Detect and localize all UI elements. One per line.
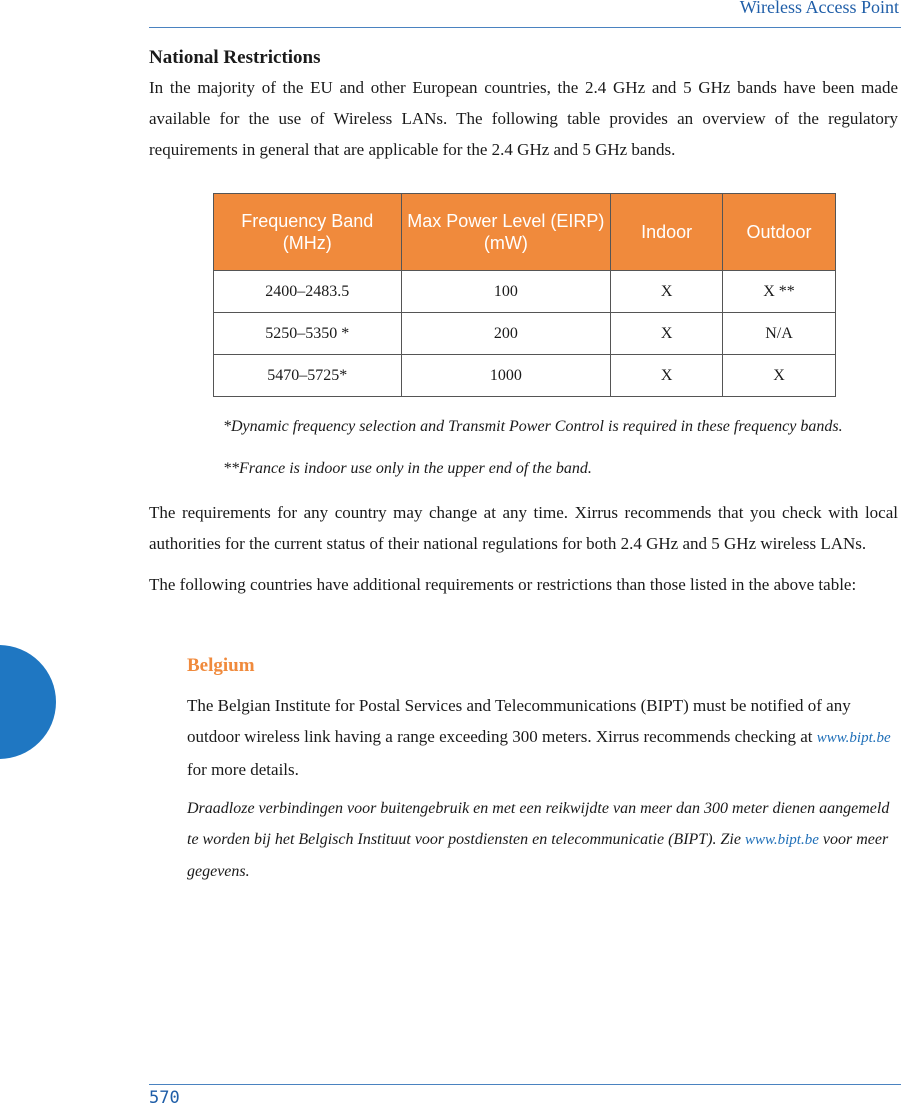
intro-paragraph: In the majority of the EU and other European countries, the 2.4 GHz and 5 GHz bands have been made available for the use of Wireless LANs. The following table provides an overview of the regulatory requirements in general that are applicable for the 2.4 GHz and 5 GHz bands. — [149, 78, 898, 159]
countries-paragraph: The following countries have additional requirements or restrictions than those listed in the above table: — [149, 575, 857, 594]
table-header-row — [214, 194, 836, 271]
belgium-body-text-end: for more details. — [187, 760, 299, 779]
cell-power: 100 — [401, 271, 611, 313]
header-rule — [149, 27, 901, 28]
dutch-body-text: Draadloze verbindingen voor buitengebruik en met een reikwijdte van meer dan 300 meter dienen aangemeld te worden bij het Belgisch Instituut voor postdiensten en telecommunicatie (BIPT). Zie — [187, 800, 890, 848]
country-section-belgium — [187, 652, 898, 887]
table-row — [214, 355, 836, 397]
belgium-dutch-body — [187, 793, 898, 887]
table-row — [214, 271, 836, 313]
country-heading: Belgium — [187, 655, 255, 676]
cell-indoor: X — [611, 313, 723, 355]
header-outdoor: Outdoor — [723, 194, 836, 271]
belgium-body — [187, 690, 898, 785]
header-frequency-band: Frequency Band (MHz) — [214, 194, 402, 271]
requirements-paragraph: The requirements for any country may change at any time. Xirrus recommends that you check with local authorities for the current status of their national regulations for both 2.4 GHz and 5 GHz wireless LANs. — [149, 503, 898, 553]
running-header: Wireless Access Point — [739, 0, 899, 17]
cell-frequency: 5250–5350 * — [214, 313, 402, 355]
cell-power: 1000 — [401, 355, 611, 397]
bipt-link-dutch[interactable]: www.bipt.be — [744, 832, 819, 848]
dutch-body-text-end: voor meer gegevens. — [187, 831, 889, 880]
cell-indoor: X — [611, 355, 723, 397]
regulatory-table — [213, 193, 836, 397]
footnote-dfs: *Dynamic frequency selection and Transmit Power Control is required in these frequency bands. — [223, 418, 843, 435]
belgium-body-text: The Belgian Institute for Postal Services and Telecommunications (BIPT) must be notified of any outdoor wireless link having a range exceeding 300 meters. Xirrus recommends checking at — [187, 696, 851, 746]
cell-outdoor: X ** — [723, 271, 836, 313]
chapter-tab-marker — [0, 645, 56, 759]
page-content — [149, 44, 898, 887]
table-row — [214, 313, 836, 355]
footer-rule — [149, 1084, 901, 1085]
cell-indoor: X — [611, 271, 723, 313]
bipt-link[interactable]: www.bipt.be — [816, 730, 891, 746]
cell-frequency: 2400–2483.5 — [214, 271, 402, 313]
cell-outdoor: N/A — [723, 313, 836, 355]
header-max-power: Max Power Level (EIRP) (mW) — [401, 194, 611, 271]
section-heading: National Restrictions — [149, 47, 321, 68]
header-indoor: Indoor — [611, 194, 723, 271]
cell-outdoor: X — [723, 355, 836, 397]
page-number: 570 — [149, 1088, 180, 1108]
footnote-france: **France is indoor use only in the upper end of the band. — [223, 460, 592, 477]
cell-frequency: 5470–5725* — [214, 355, 402, 397]
cell-power: 200 — [401, 313, 611, 355]
